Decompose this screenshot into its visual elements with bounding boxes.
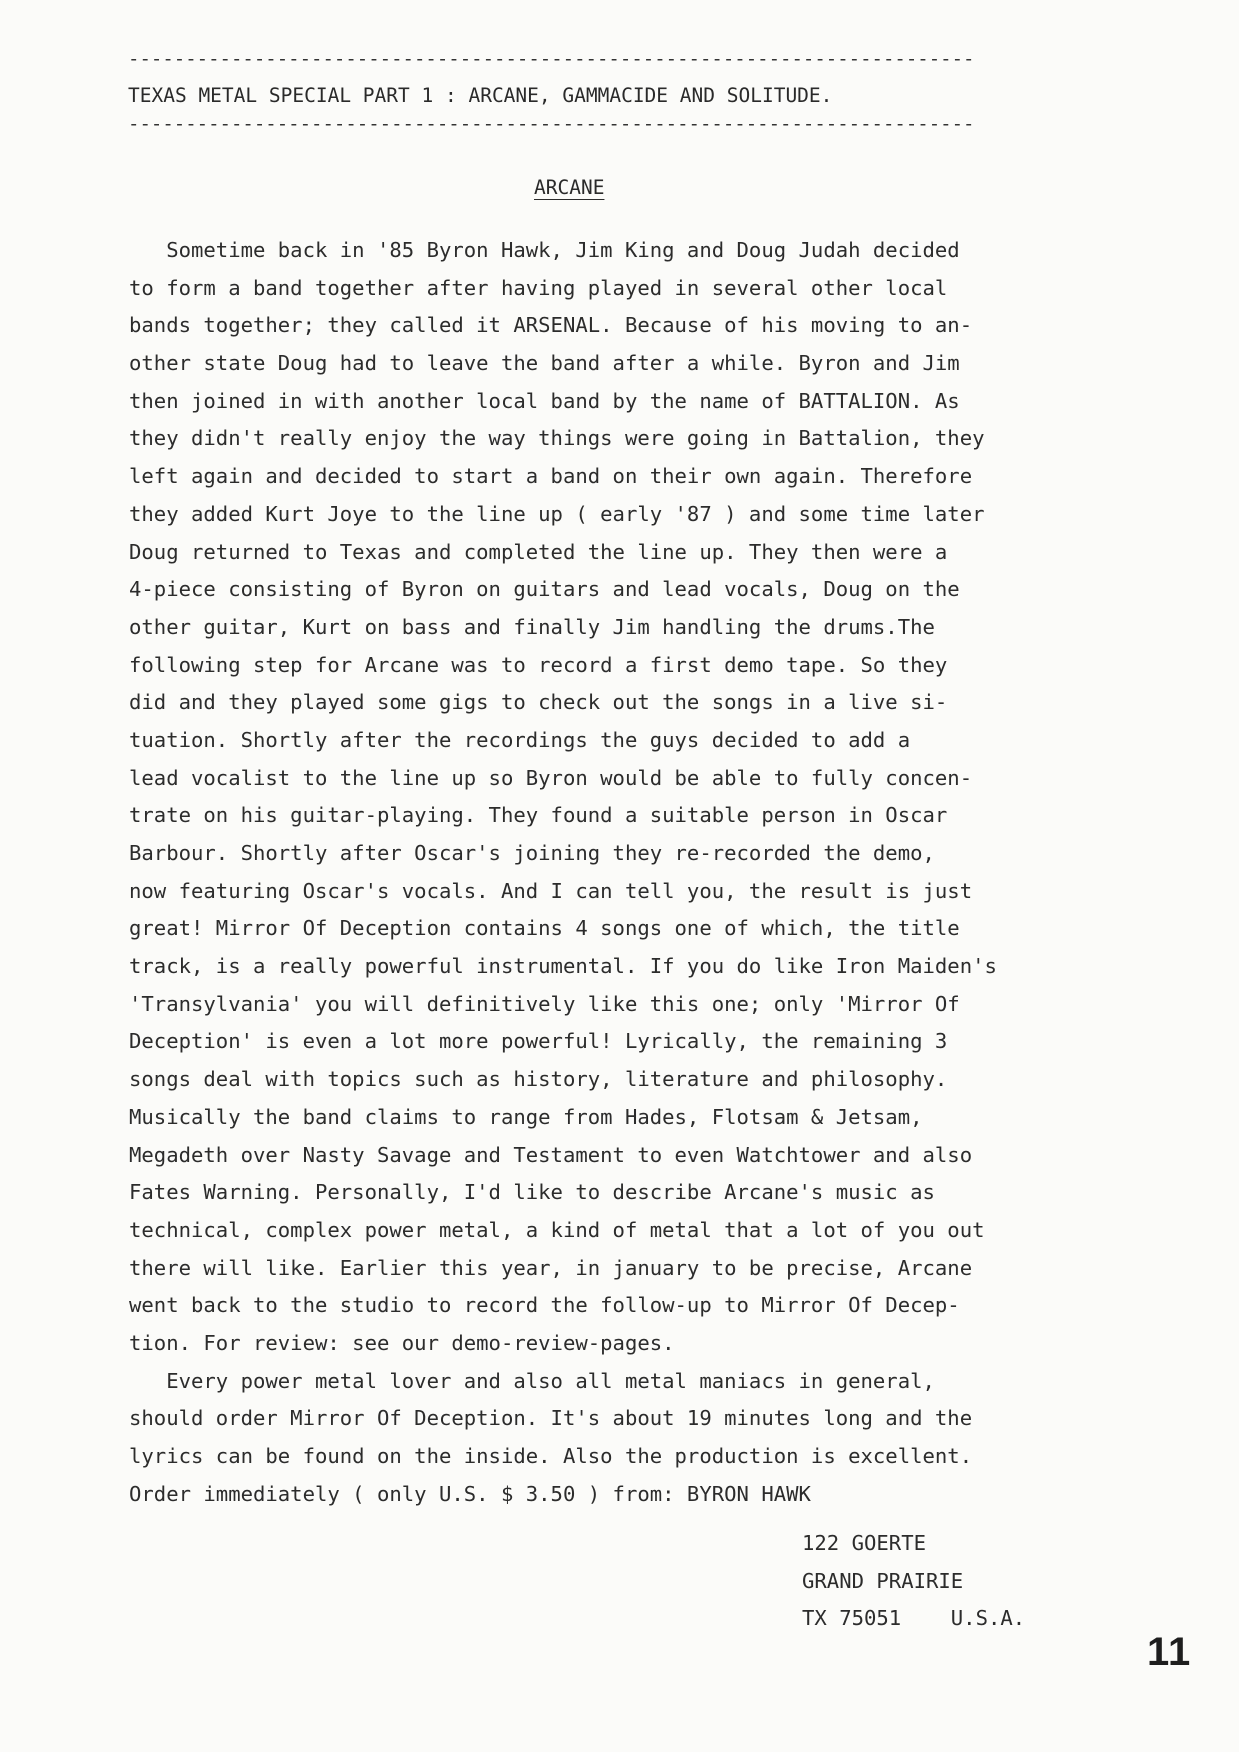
mailing-address (802, 1525, 1025, 1638)
article-line: did and they played some gigs to check out the songs in a live si- (129, 690, 948, 715)
article-line: tion. For review: see our demo-review-pages. (129, 1330, 675, 1355)
article-line: there will like. Earlier this year, in january to be precise, Arcane (129, 1255, 973, 1280)
article-body (129, 232, 1189, 1513)
article-line: track, is a really powerful instrumental. If you do like Iron Maiden's (129, 954, 997, 979)
article-line: trate on his guitar-playing. They found a suitable person in Oscar (129, 803, 948, 828)
article-line: following step for Arcane was to record a first demo tape. So they (129, 652, 948, 677)
article-line: songs deal with topics such as history, literature and philosophy. (129, 1067, 948, 1092)
address-line: TX 75051 U.S.A. (802, 1606, 1026, 1631)
article-line: lead vocalist to the line up so Byron would be able to fully concen- (129, 765, 973, 790)
article-line: they added Kurt Joye to the line up ( early '87 ) and some time later (129, 501, 985, 526)
address-line: 122 GOERTE (802, 1531, 926, 1555)
article-line: great! Mirror Of Deception contains 4 songs one of which, the title (129, 916, 960, 941)
article-line: Fates Warning. Personally, I'd like to describe Arcane's music as (129, 1180, 935, 1205)
article-line: Deception' is even a lot more powerful! Lyrically, the remaining 3 (129, 1029, 948, 1054)
article-line: Doug returned to Texas and completed the line up. They then were a (129, 539, 948, 564)
article-line: lyrics can be found on the inside. Also the production is excellent. (129, 1444, 973, 1468)
article-line: Musically the band claims to range from Hades, Flotsam & Jetsam, (129, 1104, 923, 1129)
article-line: technical, complex power metal, a kind of metal that a lot of you out (129, 1217, 985, 1242)
article-line: other state Doug had to leave the band after a while. Byron and Jim (129, 351, 960, 376)
article-line: left again and decided to start a band on their own again. Therefore (129, 464, 973, 489)
article-line: then joined in with another local band by the name of BATTALION. As (129, 388, 960, 413)
article-line: Megadeth over Nasty Savage and Testament to even Watchtower and also (129, 1142, 973, 1167)
article-line: other guitar, Kurt on bass and finally Jim handling the drums.The (129, 614, 935, 639)
article-line: now featuring Oscar's vocals. And I can tell you, the result is just (129, 878, 973, 903)
article-line: went back to the studio to record the follow-up to Mirror Of Decep- (129, 1293, 960, 1318)
header-rule-top: -------------------------------------------------------------------------- (128, 48, 975, 70)
header-rule-bottom: -------------------------------------------------------------------------- (128, 113, 975, 135)
address-line: GRAND PRAIRIE (802, 1568, 964, 1593)
article-line: to form a band together after having played in several other local (129, 275, 948, 300)
article-line: bands together; they called it ARSENAL. Because of his moving to an- (129, 313, 973, 338)
article-line: should order Mirror Of Deception. It's about 19 minutes long and the (129, 1406, 973, 1431)
header-title: TEXAS METAL SPECIAL PART 1 : ARCANE, GAMMACIDE AND SOLITUDE. (128, 84, 833, 107)
article-line: Every power metal lover and also all metal maniacs in general, (129, 1368, 935, 1393)
article-line: 4-piece consisting of Byron on guitars and lead vocals, Doug on the (129, 577, 960, 602)
article-line: 'Transylvania' you will definitively like this one; only 'Mirror Of (129, 991, 960, 1016)
page-number: 11 (1147, 1630, 1192, 1674)
section-heading: ARCANE (534, 176, 605, 199)
article-line: they didn't really enjoy the way things were going in Battalion, they (129, 426, 985, 451)
article-line: Sometime back in '85 Byron Hawk, Jim King and Doug Judah decided (129, 238, 960, 262)
article-line: Barbour. Shortly after Oscar's joining they re-recorded the demo, (129, 841, 935, 865)
article-line: Order immediately ( only U.S. $ 3.50 ) from: BYRON HAWK (129, 1481, 811, 1506)
article-line: tuation. Shortly after the recordings the guys decided to add a (129, 727, 911, 752)
